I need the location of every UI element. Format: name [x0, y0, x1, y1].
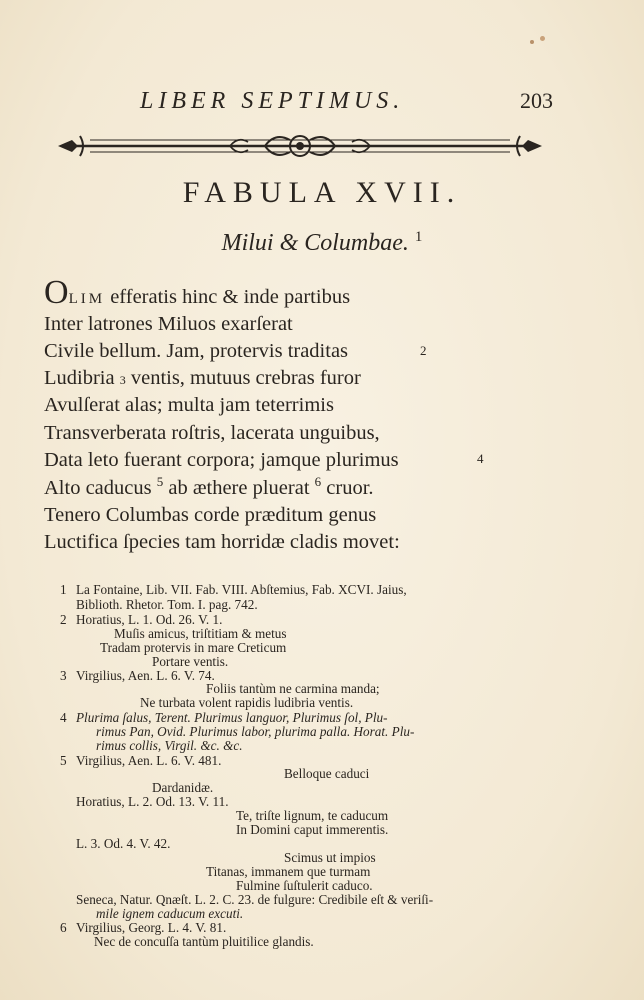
footnote-line: Ne turbata volent rapidis ludibria ventis.	[140, 695, 354, 710]
footnote-line: rimus collis, Virgil. &c. &c.	[96, 738, 243, 753]
footnote-number: 1	[60, 582, 67, 597]
footnote-line: Dardanidæ.	[152, 780, 214, 795]
ornamental-rule-icon	[50, 126, 550, 171]
footnote-line: Te, triſte lignum, te caducum	[236, 808, 389, 823]
verse-line: Inter latrones Miluos exarſerat	[44, 313, 293, 335]
fable-subtitle	[0, 229, 644, 257]
footnote-number: 2	[60, 612, 67, 627]
foxing-stain	[530, 40, 534, 44]
drop-letter: O	[44, 274, 69, 311]
note-marker: 4	[477, 451, 484, 466]
verse-line: Ludibria 3 ventis, mutuus crebras furor	[44, 367, 361, 389]
footnote-line: Horatius, L. 2. Od. 13. V. 11.	[76, 794, 229, 809]
foxing-stain	[540, 36, 545, 41]
fable-title: FABULA XVII.	[182, 176, 462, 209]
subtitle-note-marker: 1	[414, 229, 423, 245]
verse-line: Alto caducus $^5$ ab æthere pluerat $^6$ cruor.	[44, 474, 374, 499]
subtitle-text: Milui & Columbae.	[221, 230, 409, 256]
footnote-line: Muſis amicus, triſtitiam & metus	[114, 626, 287, 641]
footnote-line: L. 3. Od. 4. V. 42.	[76, 836, 171, 851]
verse-line: Luctifica ſpecies tam horridæ cladis movet:	[44, 531, 400, 553]
footnote-number: 4	[60, 710, 67, 725]
footnote-line: Plurima ſalus, Terent. Plurimus languor, Plurimus ſol, Plu-	[76, 710, 388, 725]
footnote-line: rimus Pan, Ovid. Plurimus labor, plurima palla. Horat. Plu-	[96, 724, 415, 739]
footnote-line: Biblioth. Rhetor. Tom. I. pag. 742.	[76, 597, 258, 612]
footnote-line: In Domini caput immerentis.	[236, 822, 389, 837]
footnote-line: Tradam protervis in mare Creticum	[100, 640, 287, 655]
footnote-line: Fulmine ſuſtulerit caduco.	[236, 878, 373, 893]
footnote-line: Portare ventis.	[152, 654, 229, 669]
running-title: LIBER SEPTIMUS.	[140, 88, 405, 114]
footnote-line: Virgilius, Aen. L. 6. V. 74.	[76, 668, 215, 683]
footnote-line: Nec de concuſſa tantùm pluitilice glandis.	[94, 934, 314, 949]
footnote-line: Virgilius, Aen. L. 6. V. 481.	[76, 753, 222, 768]
footnote-line: Horatius, L. 1. Od. 26. V. 1.	[76, 612, 223, 627]
footnote-line: Titanas, immanem que turmam	[206, 864, 371, 879]
footnote-line: Seneca, Natur. Qnæſt. L. 2. C. 23. de fulgure: Credibile eſt & veriſi-	[76, 892, 434, 907]
footnote-line: Scimus ut impios	[284, 850, 376, 865]
footnote-line: Foliis tantùm ne carmina manda;	[206, 681, 380, 696]
verse-line: Transverberata roſtris, lacerata unguibus,	[44, 422, 380, 444]
footnote-line: Belloque caduci	[284, 766, 370, 781]
footnote-number: 6	[60, 920, 67, 935]
first-word-smallcaps: LIM	[68, 291, 106, 307]
verse-line: Civile bellum. Jam, protervis traditas	[44, 340, 349, 362]
footnote-line: mile ignem caducum excuti.	[96, 906, 244, 921]
verse-line: Tenero Columbas corde præditum genus	[44, 504, 377, 526]
note-marker: 5	[156, 474, 164, 489]
footnote-line: La Fontaine, Lib. VII. Fab. VIII. Abſtemius, Fab. XCVI. Jaius,	[76, 582, 407, 597]
footnote-number: 3	[60, 668, 67, 683]
note-marker: 3	[119, 373, 126, 387]
page-number: 203	[520, 88, 553, 113]
verse-line: OLIM efferatis hinc & inde partibus	[44, 274, 351, 311]
verse-line: Avulſerat alas; multa jam teterrimis	[44, 394, 334, 416]
note-marker: 6	[314, 474, 322, 489]
verse-line: Data leto fuerant corpora; jamque plurimus	[44, 449, 399, 471]
footnote-line: Virgilius, Georg. L. 4. V. 81.	[76, 920, 227, 935]
footnote-number: 5	[60, 753, 67, 768]
note-marker: 2	[420, 343, 427, 358]
